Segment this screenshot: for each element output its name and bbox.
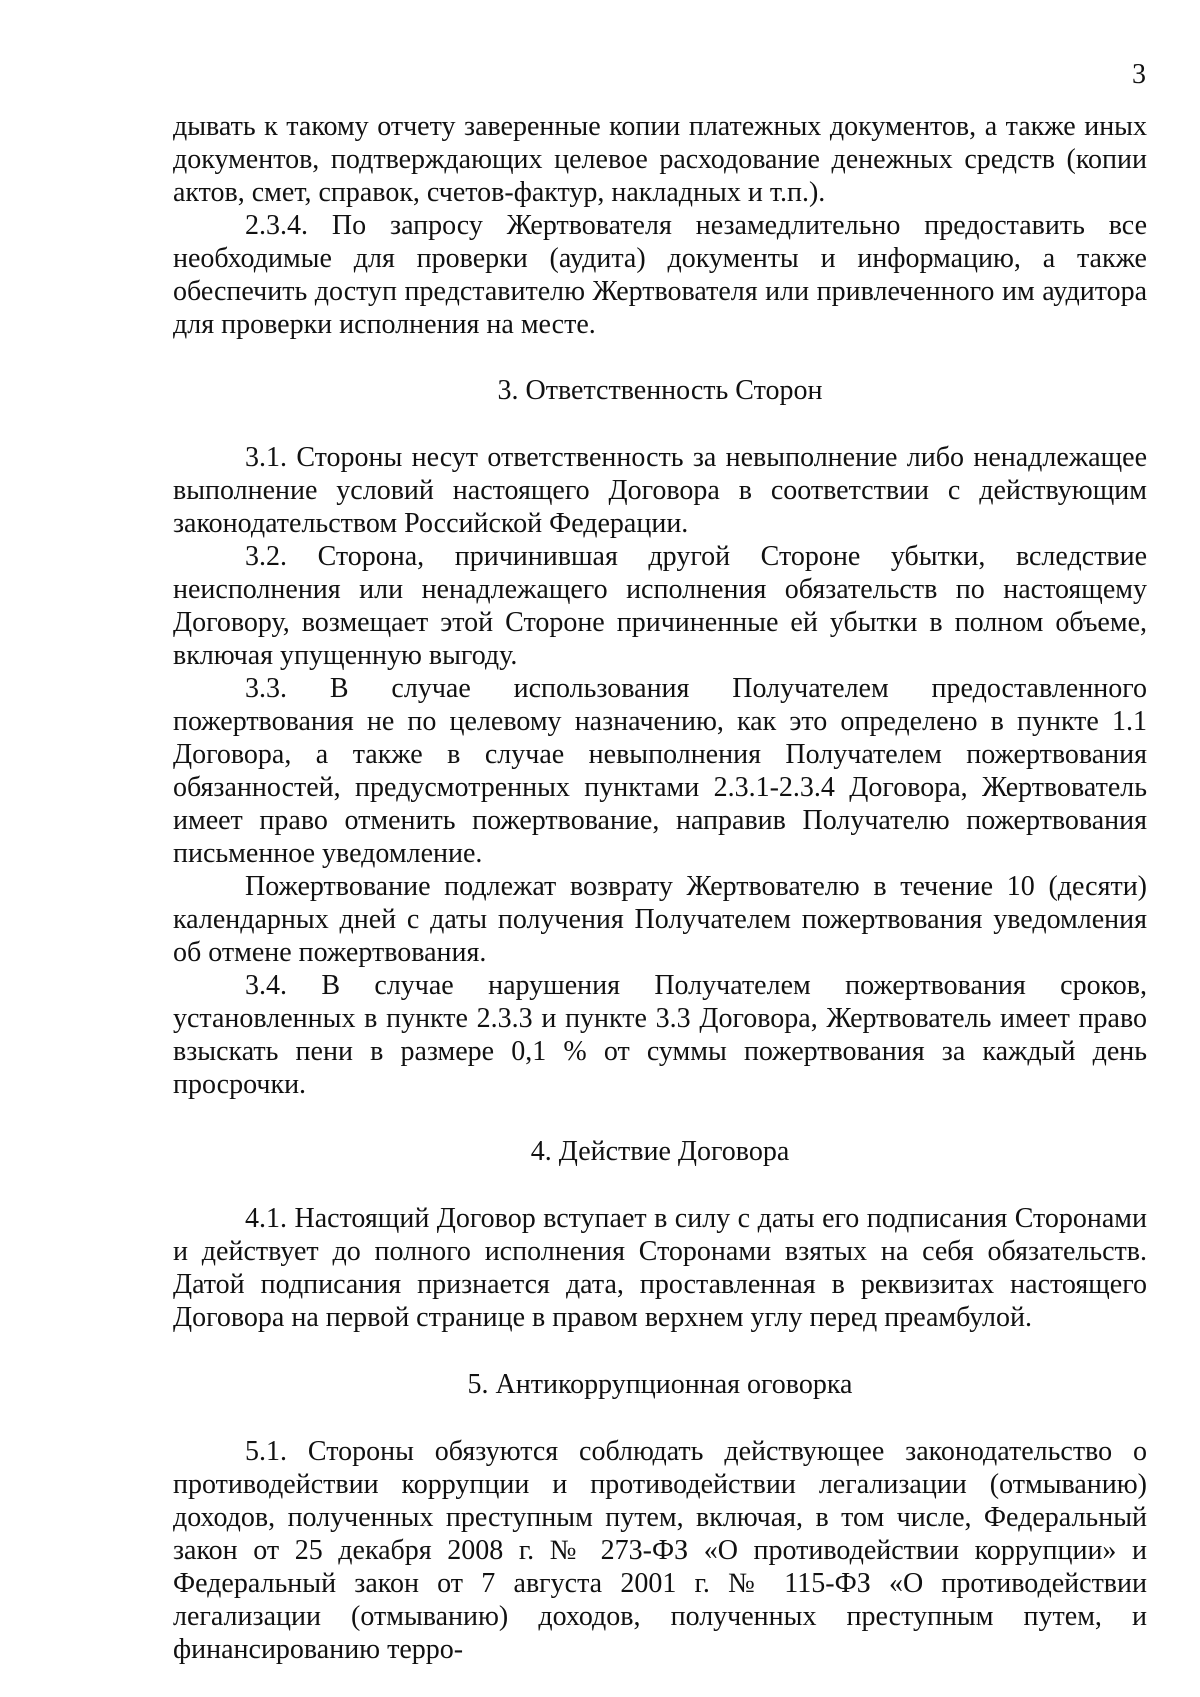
paragraph-5-1: 5.1. Стороны обязуются соблюдать действующее законодательство о противодействии коррупции и противодействии легализации (отмыванию) доходов, полученных преступным путем, включая, в том числе, Федеральный закон от 25 декабря 2008 г. № 273-ФЗ «О противодействии коррупции» и Федеральный закон от 7 августа 2001 г. № 115-ФЗ «О противодействии легализации (отмыванию) доходов, полученных преступным путем, и финансированию терро- xyxy=(173,1436,1147,1665)
section-heading-anticorruption: 5. Антикоррупционная оговорка xyxy=(467,1369,853,1400)
paragraph-3-2: 3.2. Сторона, причинившая другой Стороне убытки, вследствие неисполнения или ненадлежащего исполнения обязательств по настоящему Договору, возмещает этой Стороне причиненные ей убытки в полном объеме, включая упущенную выгоду. xyxy=(173,541,1147,671)
section-heading-responsibility: 3. Ответственность Сторон xyxy=(497,375,823,406)
paragraph-2-3-3-continuation: дывать к такому отчету заверенные копии платежных документов, а также иных документов, подтверждающих целевое расходование денежных средств (копии актов, смет, справок, счетов-фактур, накладных и т.п.). xyxy=(173,111,1147,208)
paragraph-3-4: 3.4. В случае нарушения Получателем пожертвования сроков, установленных в пункте 2.3.3 и пункте 3.3 Договора, Жертвователь имеет право взыскать пени в размере 0,1 % от суммы пожертвования за каждый день просрочки. xyxy=(173,970,1147,1100)
paragraph-3-1: 3.1. Стороны несут ответственность за невыполнение либо ненадлежащее выполнение условий настоящего Договора в соответствии с действующим законодательством Российской Федерации. xyxy=(173,442,1147,539)
paragraph-3-3-return: Пожертвование подлежат возврату Жертвователю в течение 10 (десяти) календарных дней с даты получения Получателем пожертвования уведомления об отмене пожертвования. xyxy=(173,871,1147,968)
paragraph-3-3: 3.3. В случае использования Получателем предоставленного пожертвования не по целевому назначению, как это определено в пункте 1.1 Договора, а также в случае невыполнения Получателем пожертвования обязанностей, предусмотренных пунктами 2.3.1-2.3.4 Договора, Жертвователь имеет право отменить пожертвование, направив Получателю пожертвования письменное уведомление. xyxy=(173,673,1147,869)
page-number: 3 xyxy=(1132,59,1146,90)
document-body xyxy=(173,110,1147,1666)
section-heading-contract-term: 4. Действие Договора xyxy=(530,1136,790,1167)
paragraph-4-1: 4.1. Настоящий Договор вступает в силу с даты его подписания Сторонами и действует до полного исполнения Сторонами взятых на себя обязательств. Датой подписания признается дата, проставленная в реквизитах настоящего Договора на первой странице в правом верхнем углу перед преамбулой. xyxy=(173,1203,1147,1333)
paragraph-2-3-4: 2.3.4. По запросу Жертвователя незамедлительно предоставить все необходимые для проверки (аудита) документы и информацию, а также обеспечить доступ представителю Жертвователя или привлеченного им аудитора для проверки исполнения на месте. xyxy=(173,210,1147,340)
